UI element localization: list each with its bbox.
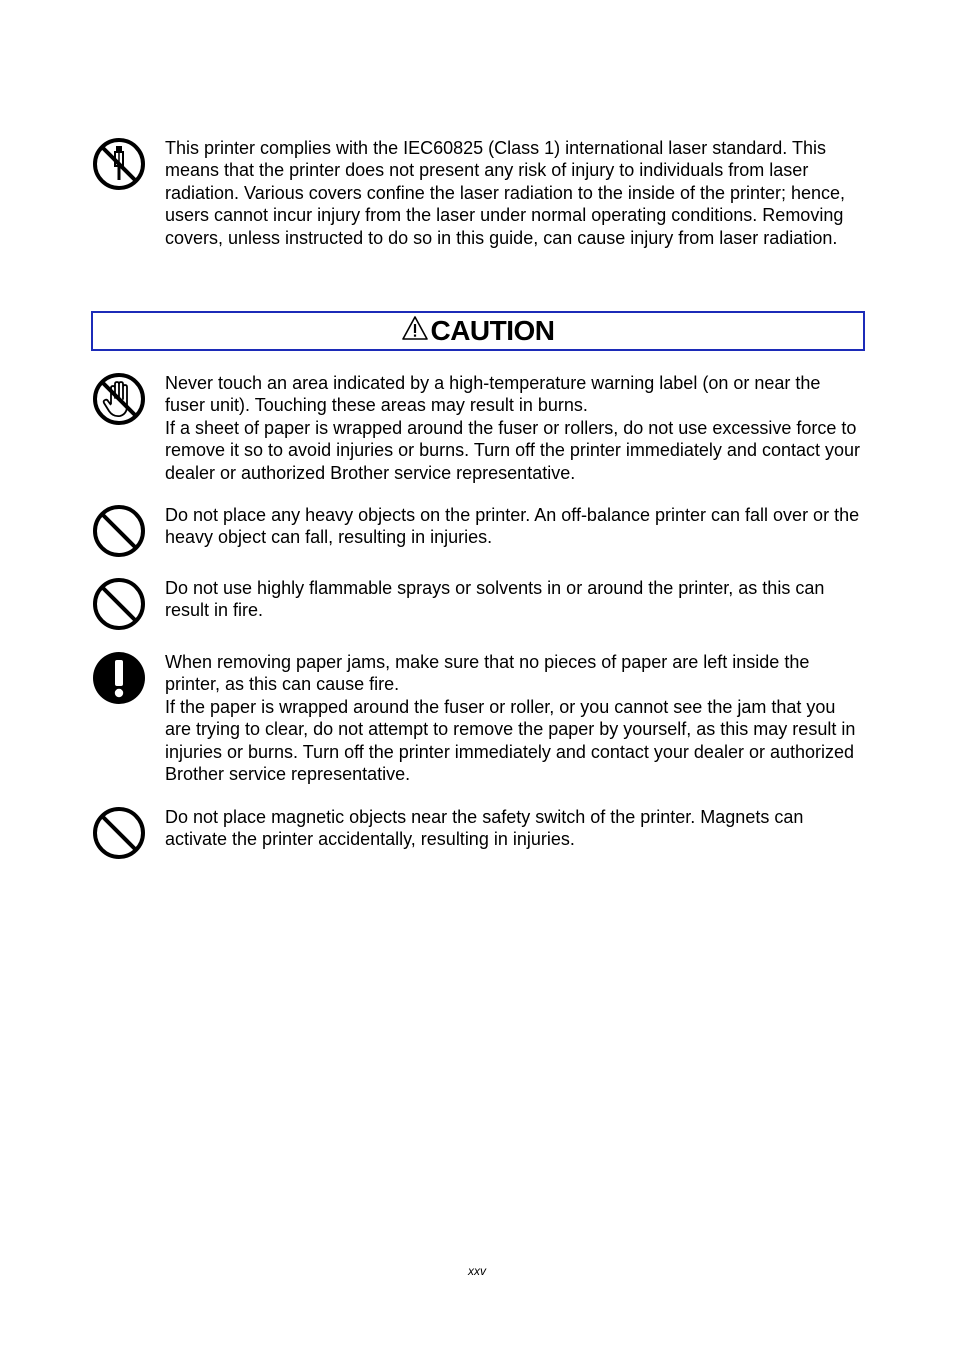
caution-item-text (165, 577, 865, 622)
do-not-touch-icon (92, 372, 146, 426)
caution-paragraph: When removing paper jams, make sure that no pieces of paper are left inside the printer, as this can cause fire. (165, 652, 810, 695)
prohibition-icon (92, 577, 146, 631)
caution-item-text (165, 651, 865, 785)
laser-safety-text (165, 137, 865, 249)
caution-header (91, 311, 865, 351)
caution-item-text (165, 372, 865, 484)
mandatory-action-icon (92, 651, 146, 705)
prohibition-icon (92, 504, 146, 558)
prohibition-icon (92, 806, 146, 860)
caution-label: CAUTION (430, 315, 555, 346)
caution-paragraph: Do not place magnetic objects near the safety switch of the printer. Magnets can activate the printer accidentally, resulting in injuries. (165, 807, 804, 850)
caution-paragraph: If a sheet of paper is wrapped around the fuser or rollers, do not use excessive force to remove it so to avoid injuries or burns. Turn off the printer immediately and contact your dealer or authorized Brother service representative. (165, 417, 861, 483)
page-number: xxv (468, 1264, 486, 1278)
caution-item-text (165, 504, 865, 549)
warning-triangle-icon (401, 315, 430, 348)
caution-title (401, 315, 554, 348)
caution-paragraph: If the paper is wrapped around the fuser or roller, or you cannot see the jam that you are trying to clear, do not attempt to remove the paper by yourself, as this may result in injuries or burns. Turn off the printer immediately and contact your dealer or authorized Brother service representative. (165, 696, 856, 785)
laser-safety-paragraph: This printer complies with the IEC60825 (Class 1) international laser standard. This means that the printer does not present any risk of injury to individuals from laser radiation. Various covers confine the laser radiation to the inside of the printer; hence, users cannot incur injury from the laser under normal operating conditions. Removing covers, unless instructed to do so in this guide, can cause injury from laser radiation. (165, 138, 846, 248)
no-disassembly-icon (92, 137, 146, 191)
caution-paragraph: Do not place any heavy objects on the printer. An off-balance printer can fall over or the heavy object can fall, resulting in injuries. (165, 505, 860, 548)
caution-paragraph: Never touch an area indicated by a high-temperature warning label (on or near the fuser unit). Touching these areas may result in burns. (165, 373, 821, 416)
caution-paragraph: Do not use highly flammable sprays or solvents in or around the printer, as this can result in fire. (165, 578, 825, 621)
caution-item-text (165, 806, 865, 851)
